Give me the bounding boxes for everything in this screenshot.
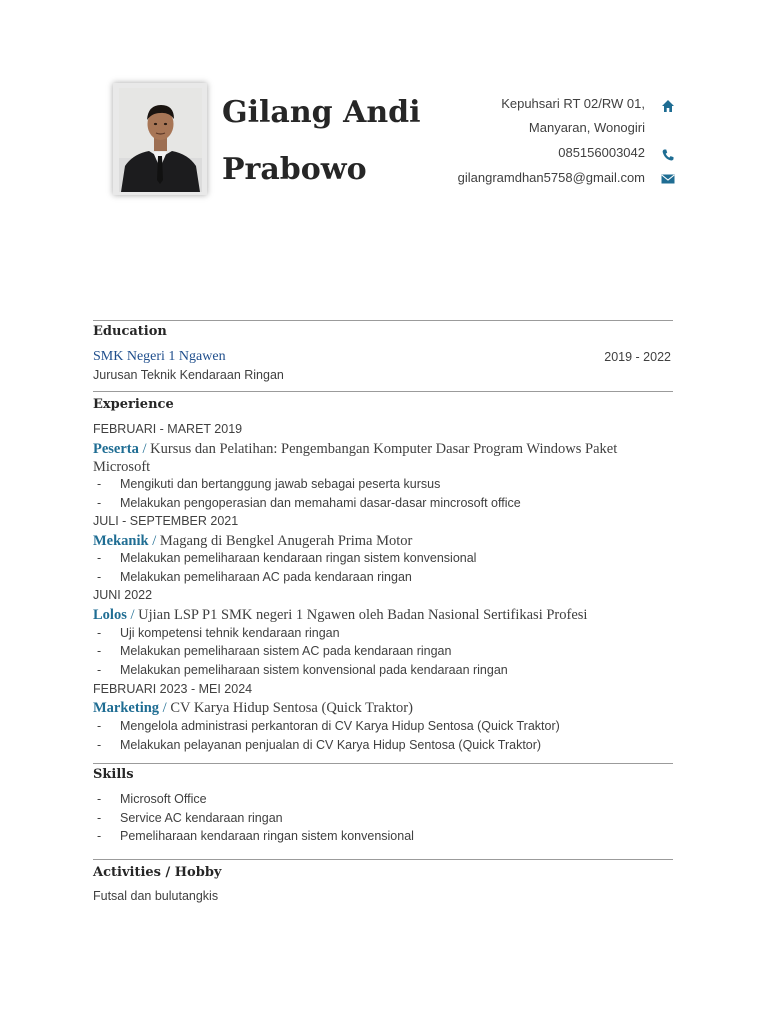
list-item: - Melakukan pemeliharaan sistem konvensional pada kendaraan ringan bbox=[97, 663, 508, 677]
email-icon bbox=[661, 172, 675, 186]
list-item: - Melakukan pelayanan penjualan di CV Karya Hidup Sentosa (Quick Traktor) bbox=[97, 738, 542, 752]
education-major: Jurusan Teknik Kendaraan Ringan bbox=[93, 368, 284, 382]
title-separator: / bbox=[142, 441, 147, 457]
section-divider bbox=[93, 320, 673, 321]
profile-photo-frame bbox=[113, 83, 207, 195]
experience-title: Mekanik bbox=[93, 533, 149, 549]
address-line-1: Kepuhsari RT 02/RW 01, bbox=[501, 96, 645, 111]
list-item: - Melakukan pemeliharaan AC pada kendaraan ringan bbox=[97, 570, 412, 584]
experience-date: FEBRUARI - MARET 2019 bbox=[93, 422, 243, 436]
list-item: - Mengelola administrasi perkantoran di CV Karya Hidup Sentosa (Quick Traktor) bbox=[97, 719, 560, 733]
list-item: - Mengikuti dan bertanggung jawab sebagai peserta kursus bbox=[97, 477, 441, 491]
section-divider bbox=[93, 763, 673, 764]
address-line-2: Manyaran, Wonogiri bbox=[528, 120, 645, 135]
experience-organization: Kursus dan Pelatihan: Pengembangan Komputer Dasar Program Windows Paket Microsoft bbox=[93, 441, 618, 475]
phone-number: 085156003042 bbox=[558, 145, 645, 160]
experience-organization: CV Karya Hidup Sentosa (Quick Traktor) bbox=[170, 700, 413, 716]
section-divider bbox=[93, 391, 673, 392]
experience-organization: Ujian LSP P1 SMK negeri 1 Ngawen oleh Badan Nasional Sertifikasi Profesi bbox=[138, 607, 588, 623]
skills-heading: Skills bbox=[93, 767, 134, 782]
experience-role bbox=[93, 532, 663, 550]
experience-role bbox=[93, 440, 663, 476]
education-years: 2019 - 2022 bbox=[604, 350, 671, 364]
title-separator: / bbox=[152, 533, 157, 549]
section-divider bbox=[93, 859, 673, 860]
list-item: - Microsoft Office bbox=[97, 792, 207, 806]
experience-title: Peserta bbox=[93, 441, 139, 457]
list-item: - Uji kompetensi tehnik kendaraan ringan bbox=[97, 626, 340, 640]
activities-text: Futsal dan bulutangkis bbox=[93, 889, 219, 903]
title-separator: / bbox=[162, 700, 167, 716]
list-item: - Melakukan pemeliharaan kendaraan ringan sistem konvensional bbox=[97, 551, 477, 565]
full-name bbox=[222, 84, 452, 198]
experience-date: JUNI 2022 bbox=[93, 588, 153, 602]
experience-title: Lolos bbox=[93, 607, 127, 623]
name-line-2: Prabowo bbox=[222, 152, 367, 187]
list-item: - Melakukan pemeliharaan sistem AC pada kendaraan ringan bbox=[97, 644, 452, 658]
experience-role bbox=[93, 606, 663, 624]
title-separator: / bbox=[130, 607, 135, 623]
phone-icon bbox=[661, 148, 675, 162]
school-name: SMK Negeri 1 Ngawen bbox=[93, 349, 226, 364]
education-heading: Education bbox=[93, 324, 167, 339]
experience-date: FEBRUARI 2023 - MEI 2024 bbox=[93, 682, 253, 696]
list-item: - Pemeliharaan kendaraan ringan sistem konvensional bbox=[97, 829, 414, 843]
activities-heading: Activities / Hobby bbox=[93, 865, 222, 880]
profile-photo bbox=[119, 88, 202, 192]
experience-organization: Magang di Bengkel Anugerah Prima Motor bbox=[159, 533, 413, 549]
experience-title: Marketing bbox=[93, 700, 160, 716]
list-item: - Melakukan pengoperasian dan memahami dasar-dasar mincrosoft office bbox=[97, 496, 521, 510]
experience-date: JULI - SEPTEMBER 2021 bbox=[93, 514, 239, 528]
experience-role bbox=[93, 699, 663, 717]
home-icon bbox=[661, 99, 675, 113]
list-item: - Service AC kendaraan ringan bbox=[97, 811, 283, 825]
experience-heading: Experience bbox=[93, 397, 174, 412]
email-address: gilangramdhan5758@gmail.com bbox=[457, 170, 645, 185]
name-line-1: Gilang Andi bbox=[222, 95, 421, 130]
